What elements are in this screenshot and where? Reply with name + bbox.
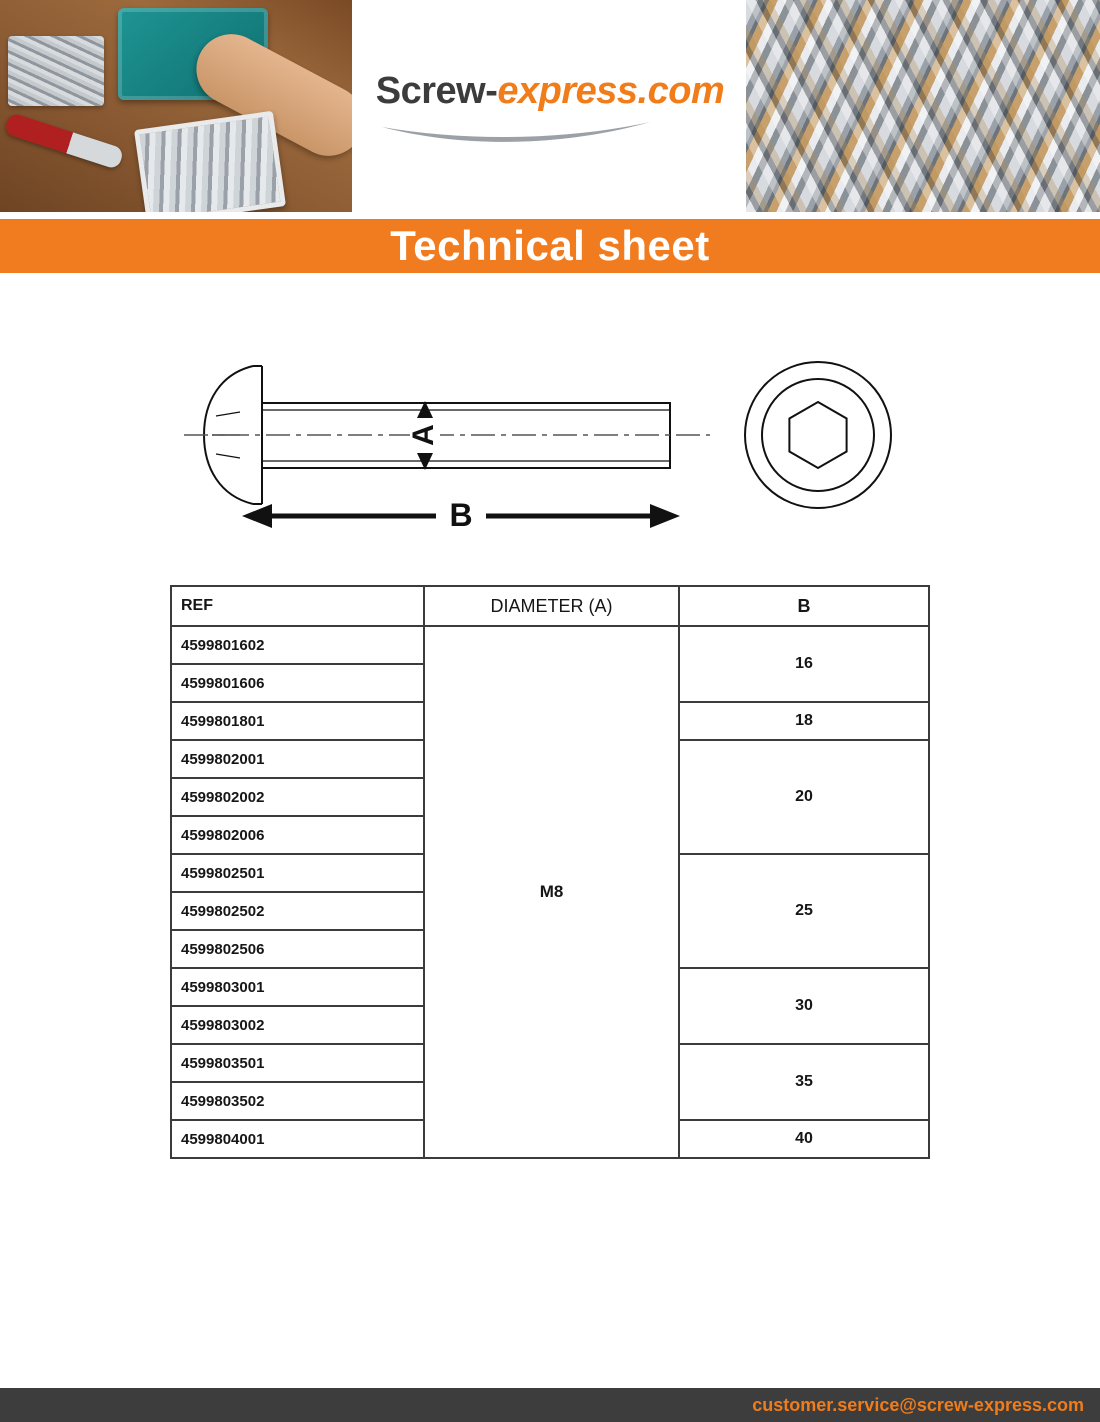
ref-cell: 4599803502 xyxy=(171,1082,424,1120)
length-cell: 20 xyxy=(679,740,929,854)
length-cell: 30 xyxy=(679,968,929,1044)
title-banner xyxy=(0,219,1100,273)
footer-bar xyxy=(0,1388,1100,1422)
screws-pile-texture xyxy=(746,0,1100,212)
logo-text-primary: Screw- xyxy=(375,70,498,112)
customer-service-email[interactable]: customer.service@screw-express.com xyxy=(752,1394,1084,1415)
logo-text-secondary: express.com xyxy=(497,70,725,112)
length-cell: 16 xyxy=(679,626,929,702)
screw-side-view xyxy=(184,366,710,504)
ref-cell: 4599802502 xyxy=(171,892,424,930)
ref-cell: 4599801606 xyxy=(171,664,424,702)
page-title: Technical sheet xyxy=(390,222,710,269)
diameter-cell: M8 xyxy=(424,626,679,1158)
ref-cell: 4599802501 xyxy=(171,854,424,892)
ref-cell: 4599803002 xyxy=(171,1006,424,1044)
hex-socket-shape xyxy=(789,402,846,468)
table-header-row xyxy=(171,586,929,626)
ref-cell: 4599801602 xyxy=(171,626,424,664)
screw-front-view xyxy=(745,362,891,508)
spec-table-body xyxy=(171,626,929,1158)
screw-technical-drawing xyxy=(170,350,930,565)
logo xyxy=(372,70,728,145)
screws-pile-photo xyxy=(746,0,1100,212)
length-cell: 40 xyxy=(679,1120,929,1158)
spec-table xyxy=(170,585,930,1159)
length-cell: 18 xyxy=(679,702,929,740)
length-cell: 25 xyxy=(679,854,929,968)
screwdriver-decoration xyxy=(4,112,125,170)
header-b: B xyxy=(679,586,929,626)
length-cell: 35 xyxy=(679,1044,929,1120)
ref-cell: 4599802506 xyxy=(171,930,424,968)
ref-cell: 4599804001 xyxy=(171,1120,424,1158)
ref-cell: 4599803501 xyxy=(171,1044,424,1082)
parts-box-decoration xyxy=(134,111,286,212)
dimension-b-label: B xyxy=(449,497,473,533)
ref-cell: 4599802001 xyxy=(171,740,424,778)
ref-cell: 4599803001 xyxy=(171,968,424,1006)
ref-cell: 4599802002 xyxy=(171,778,424,816)
screws-tray-decoration xyxy=(8,36,104,106)
header-ref: REF xyxy=(171,586,424,626)
logo-swoosh xyxy=(378,119,654,145)
workbench-photo xyxy=(0,0,352,212)
ref-cell: 4599801801 xyxy=(171,702,424,740)
dimension-a-arrow xyxy=(407,401,440,470)
table-row xyxy=(171,626,929,664)
ref-cell: 4599802006 xyxy=(171,816,424,854)
dimension-a-label: A xyxy=(406,424,440,446)
header-diameter: DIAMETER (A) xyxy=(424,586,679,626)
